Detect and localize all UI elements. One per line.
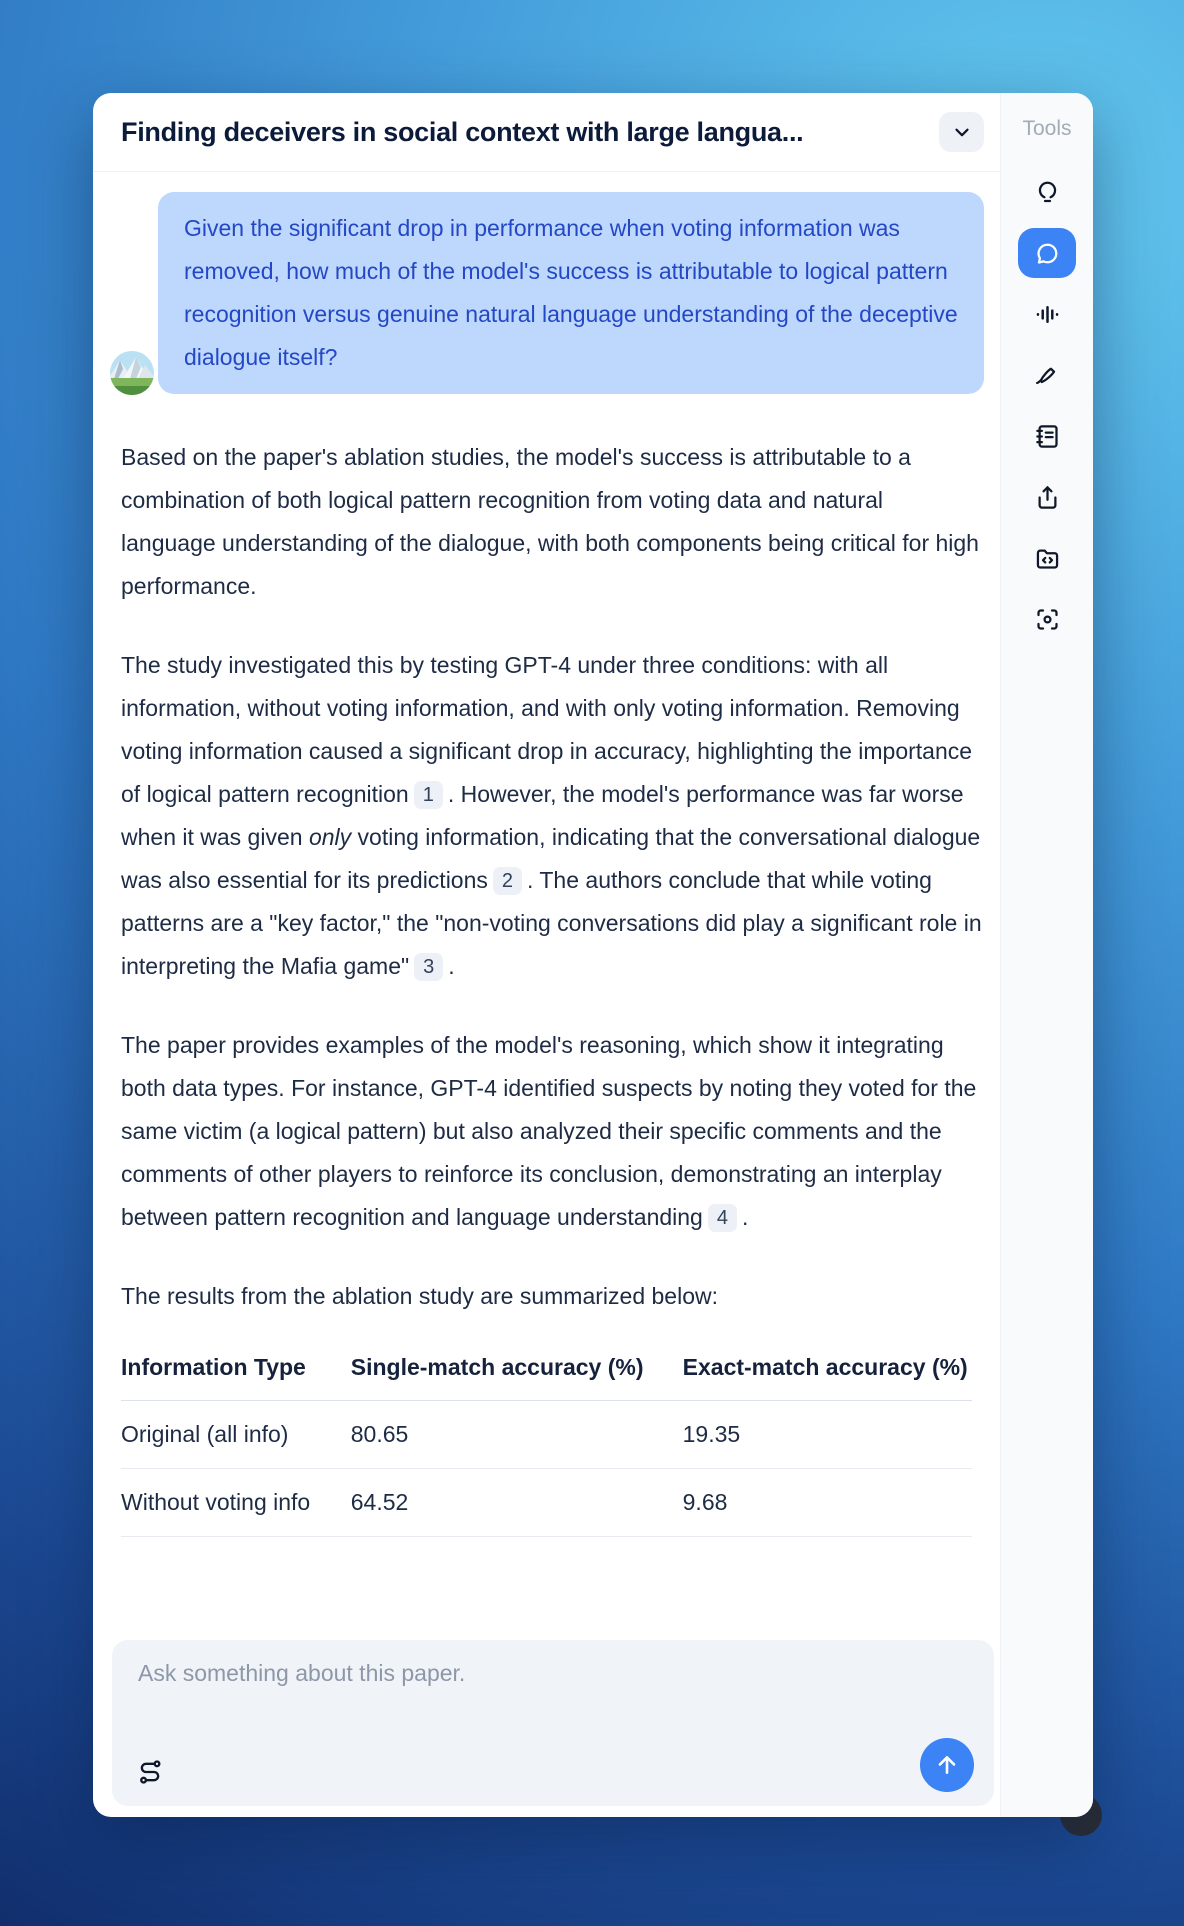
chat-area[interactable] bbox=[93, 172, 1000, 1817]
collapse-button[interactable] bbox=[939, 112, 984, 152]
table-cell: 64.52 bbox=[351, 1469, 683, 1537]
table-header-cell: Single-match accuracy (%) bbox=[351, 1354, 683, 1401]
tools-label: Tools bbox=[1022, 117, 1072, 140]
scan-focus-icon bbox=[1034, 606, 1061, 633]
tool-notes-button[interactable] bbox=[1018, 411, 1076, 461]
route-icon bbox=[136, 1758, 164, 1786]
assistant-message bbox=[121, 436, 984, 1318]
route-button[interactable] bbox=[136, 1754, 172, 1790]
user-message-bubble: Given the significant drop in performance when voting information was removed, how much of the model's success is attributable to logical pattern recognition versus genuine natural language understanding of the deceptive dialogue itself? bbox=[158, 192, 984, 394]
panel-header bbox=[93, 93, 1000, 172]
table-header-row bbox=[121, 1354, 972, 1401]
tool-share-button[interactable] bbox=[1018, 472, 1076, 522]
waveform-icon bbox=[1034, 301, 1061, 328]
message-composer bbox=[112, 1640, 994, 1806]
tool-insights-button[interactable] bbox=[1018, 167, 1076, 217]
table-cell: Original (all info) bbox=[121, 1401, 351, 1469]
table-cell: 9.68 bbox=[683, 1469, 972, 1537]
citation-chip[interactable]: 1 bbox=[414, 781, 443, 809]
tool-annotate-button[interactable] bbox=[1018, 350, 1076, 400]
notebook-icon bbox=[1034, 423, 1061, 450]
share-upload-icon bbox=[1034, 484, 1061, 511]
citation-chip[interactable]: 2 bbox=[493, 867, 522, 895]
page-title: Finding deceivers in social context with large langua... bbox=[121, 116, 804, 147]
mountain-landscape-avatar bbox=[110, 351, 154, 395]
table-header-cell: Information Type bbox=[121, 1354, 351, 1401]
message-input[interactable] bbox=[112, 1640, 994, 1740]
pen-icon bbox=[1034, 362, 1061, 389]
citation-chip[interactable]: 4 bbox=[708, 1204, 737, 1232]
chat-panel bbox=[93, 93, 1000, 1817]
answer-paragraph: Based on the paper's ablation studies, the model's success is attributable to a combination of both logical pattern recognition from voting data and natural language understanding of the dialogue, with both components being critical for high performance. bbox=[121, 444, 979, 599]
folder-code-icon bbox=[1034, 545, 1061, 572]
tools-sidebar bbox=[1000, 93, 1093, 1817]
table-header-cell: Exact-match accuracy (%) bbox=[683, 1354, 972, 1401]
answer-paragraph: The study investigated this by testing GPT-4 under three conditions: with all information, without voting information, and with only voting information. Removing voting information caused a significant drop in accuracy, highlighting the importance of logical pattern recognition 1 . However, the model's performance was far worse when it was given only voting information, indicating that the conversational dialogue was also essential for its predictions 2 . The authors conclude that while voting patterns are a "key factor," the "non-voting conversations did play a significant role in interpreting the Mafia game" 3 . bbox=[121, 652, 982, 979]
lightbulb-icon bbox=[1034, 179, 1061, 206]
table-cell: Without voting info bbox=[121, 1469, 351, 1537]
chat-bubble-icon bbox=[1034, 240, 1061, 267]
table-cell: 80.65 bbox=[351, 1401, 683, 1469]
tool-code-button[interactable] bbox=[1018, 533, 1076, 583]
chevron-down-icon bbox=[951, 121, 973, 143]
tool-chat-button[interactable] bbox=[1018, 228, 1076, 278]
tool-voice-button[interactable] bbox=[1018, 289, 1076, 339]
tool-focus-button[interactable] bbox=[1018, 594, 1076, 644]
answer-paragraph: The results from the ablation study are summarized below: bbox=[121, 1283, 718, 1309]
results-table bbox=[121, 1354, 972, 1537]
paper-chat-window bbox=[93, 93, 1093, 1817]
send-button[interactable] bbox=[920, 1738, 974, 1792]
table-cell: 19.35 bbox=[683, 1401, 972, 1469]
arrow-up-icon bbox=[934, 1752, 960, 1778]
table-row bbox=[121, 1469, 972, 1537]
avatar bbox=[110, 351, 154, 395]
answer-paragraph: The paper provides examples of the model's reasoning, which show it integrating both data types. For instance, GPT-4 identified suspects by noting they voted for the same victim (a logical pattern) but also analyzed their specific comments and the comments of other players to reinforce its conclusion, demonstrating an interplay between pattern recognition and language understanding 4 . bbox=[121, 1032, 977, 1230]
table-row bbox=[121, 1401, 972, 1469]
citation-chip[interactable]: 3 bbox=[414, 953, 443, 981]
user-message-row bbox=[121, 192, 984, 394]
